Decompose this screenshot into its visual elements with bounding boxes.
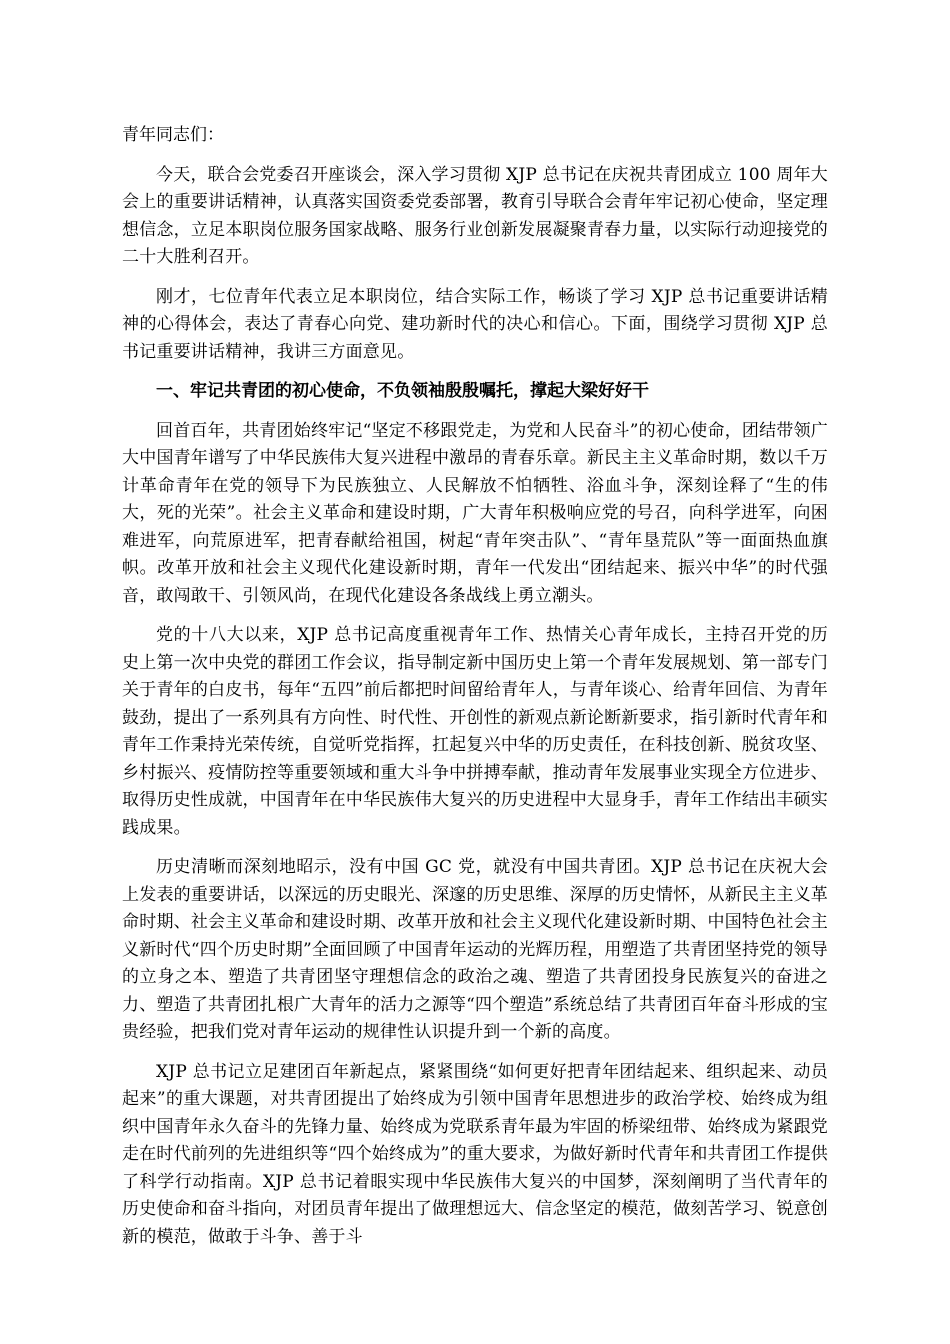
paragraph-section1-1: 回首百年，共青团始终牢记“坚定不移跟党走，为党和人民奋斗”的初心使命，团结带领广大中国青年谱写了中华民族伟大复兴进程中激昂的青春乐章。新民主主义革命时期，数以千万计革命青年在党的领导下为民族独立、人民解放不怕牺牲、浴血斗争，深刻诠释了“生的伟大，死的光荣”。社会主义革命和建设时期，广大青年积极响应党的号召，向科学进军，向困难进军，向荒原进军，把青春献给祖国，树起“青年突击队”、“青年垦荒队”等一面面热血旗帜。改革开放和社会主义现代化建设新时期，青年一代发出“团结起来、振兴中华”的时代强音，敢闯敢干、引领风尚，在现代化建设各条战线上勇立潮头。 (122, 420, 828, 606)
salutation: 青年同志们： (122, 125, 224, 145)
paragraph-intro-1: 今天，联合会党委召开座谈会，深入学习贯彻 XJP 总书记在庆祝共青团成立 100 周年大会上的重要讲话精神，认真落实国资委党委部署，教育引导联合会青年牢记初心使命，坚定理想信念，立足本职岗位服务国家战略、服务行业创新发展凝聚青春力量，以实际行动迎接党的二十大胜利召开。 (122, 164, 828, 267)
paragraph-section1-2: 党的十八大以来，XJP 总书记高度重视青年工作、热情关心青年成长，主持召开党的历史上第一次中央党的群团工作会议，指导制定新中国历史上第一个青年发展规划、第一部专门关于青年的白皮书，每年“五四”前后都把时间留给青年人，与青年谈心、给青年回信、为青年鼓劲，提出了一系列具有方向性、时代性、开创性的新观点新论断新要求，指引新时代青年和青年工作秉持光荣传统，自觉听党指挥，扛起复兴中华的历史责任，在科技创新、脱贫攻坚、乡村振兴、疫情防控等重要领域和重大斗争中拼搏奉献，推动青年发展事业实现全方位进步、取得历史性成就，中国青年在中华民族伟大复兴的历史进程中大显身手，青年工作结出丰硕实践成果。 (122, 625, 828, 838)
paragraph-intro-2: 刚才，七位青年代表立足本职岗位，结合实际工作，畅谈了学习 XJP 总书记重要讲话精神的心得体会，表达了青春心向党、建功新时代的决心和信心。下面，围绕学习贯彻 XJP 总书记重要讲话精神，我讲三方面意见。 (122, 286, 828, 362)
section-heading-1: 一、牢记共青团的初心使命，不负领袖殷殷嘱托，撑起大梁好好干 (156, 381, 649, 401)
paragraph-section1-4: XJP 总书记立足建团百年新起点，紧紧围绕“如何更好把青年团结起来、组织起来、动员起来”的重大课题，对共青团提出了始终成为引领中国青年思想进步的政治学校、始终成为组织中国青年永久奋斗的先锋力量、始终成为党联系青年最为牢固的桥梁纽带、始终成为紧跟党走在时代前列的先进组织等“四个始终成为”的重大要求，为做好新时代青年和共青团工作提供了科学行动指南。XJP 总书记着眼实现中华民族伟大复兴的中国梦，深刻阐明了当代青年的历史使命和奋斗指向，对团员青年提出了做理想远大、信念坚定的模范，做刻苦学习、锐意创新的模范，做敢于斗争、善于斗 (122, 1061, 828, 1247)
document-page (122, 122, 828, 1263)
paragraph-section1-3: 历史清晰而深刻地昭示，没有中国 GC 党，就没有中国共青团。XJP 总书记在庆祝大会上发表的重要讲话，以深远的历史眼光、深邃的历史思维、深厚的历史情怀，从新民主主义革命时期、社会主义革命和建设时期、改革开放和社会主义现代化建设新时期、中国特色社会主义新时代“四个历史时期”全面回顾了中国青年运动的光辉历程，用塑造了共青团坚持党的领导的立身之本、塑造了共青团坚守理想信念的政治之魂、塑造了共青团投身民族复兴的奋进之力、塑造了共青团扎根广大青年的活力之源等“四个塑造”系统总结了共青团百年奋斗形成的宝贵经验，把我们党对青年运动的规律性认识提升到一个新的高度。 (122, 857, 828, 1042)
